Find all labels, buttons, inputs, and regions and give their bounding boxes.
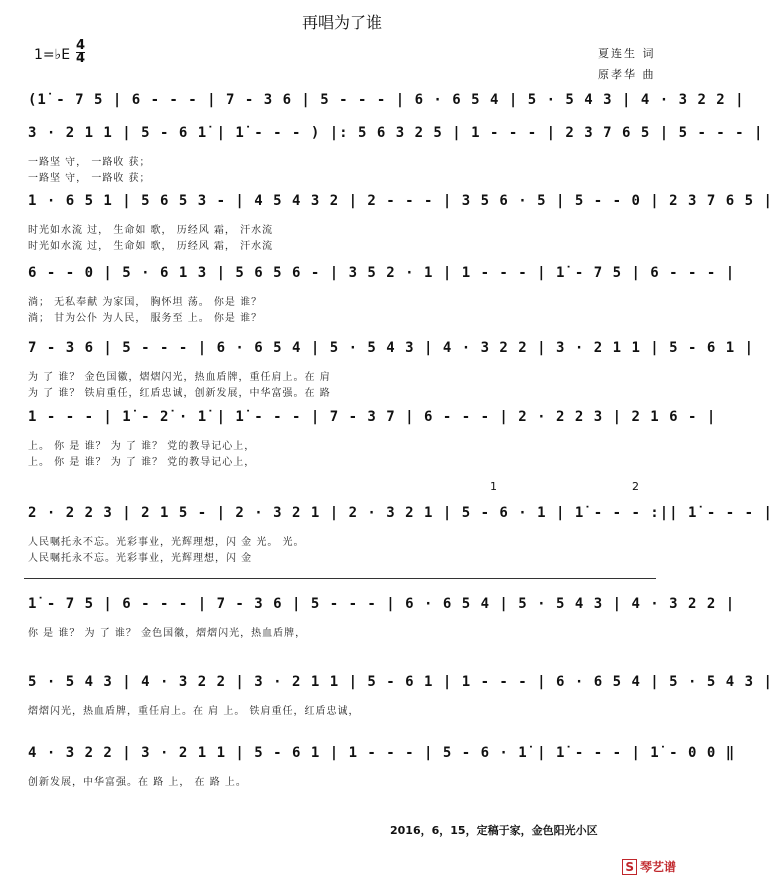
lyric-line-2-2: 一路坚 守， 一路收 获； <box>28 173 151 184</box>
lyric-line-9-1: 熠熠闪光，热血盾牌，重任肩上。在 肩 上。 铁肩重任，红盾忠诚， <box>28 706 360 717</box>
notation-line-1: (1̇ - 7 5 | 6 - - - | 7 - 3 6 | 5 - - - | 6 · 6 5 4 | 5 · 5 4 3 | 4 · 3 2 2 | <box>28 92 745 108</box>
lyric-line-7-1: 人民嘱托永不忘。光彩事业，光辉理想，闪 金 光。 光。 <box>28 537 305 548</box>
lyric-line-10-1: 创新发展，中华富强。在 路 上， 在 路 上。 <box>28 777 247 788</box>
key-signature: 1=♭E <box>34 47 71 63</box>
composer-credit: 原孝华 曲 <box>598 68 656 81</box>
notation-line-7: 2 · 2 2 3 | 2 1 5 - | 2 · 3 2 1 | 2 · 3 2 1 | 5 - 6 · 1 | 1̇ - - - :|| 1̇ - - - | <box>28 505 773 521</box>
volta-second: 2 <box>632 480 639 493</box>
lyric-line-2-1: 一路坚 守， 一路收 获； <box>28 157 151 168</box>
song-title: 再唱为了谁 <box>301 13 382 32</box>
notation-line-10: 4 · 3 2 2 | 3 · 2 1 1 | 5 - 6 1 | 1 - - - | 5 - 6 · 1̇ | 1̇ - - - | 1̇ - 0 0 ‖ <box>28 745 736 761</box>
notation-line-5: 7 - 3 6 | 5 - - - | 6 · 6 5 4 | 5 · 5 4 3 | 4 · 3 2 2 | 3 · 2 1 1 | 5 - 6 1 | <box>28 340 755 356</box>
time-signature <box>76 40 85 65</box>
lyric-line-7-2: 人民嘱托永不忘。光彩事业，光辉理想，闪 金 <box>28 553 253 564</box>
meter-bottom: 4 <box>76 51 86 66</box>
lyric-line-5-2: 为 了 谁？ 铁肩重任，红盾忠诚，创新发展，中华富强。在 路 <box>28 388 331 399</box>
notation-line-8: 1̇ - 7 5 | 6 - - - | 7 - 3 6 | 5 - - - | 6 · 6 5 4 | 5 · 5 4 3 | 4 · 3 2 2 | <box>28 596 736 612</box>
lyric-line-3-1: 时光如水流 过， 生命如 歌， 历经风 霜， 汗水流 <box>28 225 274 236</box>
section-divider <box>24 578 656 579</box>
notation-line-3: 1 · 6 5 1 | 5 6 5 3 - | 4 5 4 3 2 | 2 - - - | 3 5 6 · 5 | 5 - - 0 | 2 3 7 6 5 | <box>28 193 773 209</box>
lyric-line-6-1: 上。 你 是 谁？ 为 了 谁？ 党的教导记心上， <box>28 441 256 452</box>
notation-line-2: 3 · 2 1 1 | 5 - 6 1̇ | 1̇ - - - ) |: 5 6 3 2 5 | 1 - - - | 2 3 7 6 5 | 5 - - - | <box>28 125 764 141</box>
lyric-line-5-1: 为 了 谁？ 金色国徽，熠熠闪光，热血盾牌，重任肩上。在 肩 <box>28 372 331 383</box>
lyric-line-8-1: 你 是 谁？ 为 了 谁？ 金色国徽，熠熠闪光，热血盾牌， <box>28 628 307 639</box>
site-logo <box>622 858 676 875</box>
lyric-line-4-2: 淌； 甘为公仆 为人民， 服务至 上。 你是 谁？ <box>28 313 263 324</box>
lyricist-credit: 夏连生 词 <box>598 47 656 60</box>
lyric-line-3-2: 时光如水流 过， 生命如 歌， 历经风 霜， 汗水流 <box>28 241 274 252</box>
date-footer: 2016，6，15，定稿于家，金色阳光小区 <box>390 824 598 837</box>
meter-top: 4 <box>76 38 86 53</box>
notation-line-6: 1 - - - | 1̇ - 2̇ · 1̇ | 1̇ - - - | 7 - 3 7 | 6 - - - | 2 · 2 2 3 | 2 1 6 - | <box>28 409 717 425</box>
lyric-line-4-1: 淌； 无私奉献 为家国， 胸怀坦 荡。 你是 谁？ <box>28 297 263 308</box>
notation-line-4: 6 - - 0 | 5 · 6 1 3 | 5 6 5 6 - | 3 5 2 · 1 | 1 - - - | 1̇ - 7 5 | 6 - - - | <box>28 265 736 281</box>
volta-first: 1 <box>490 480 497 493</box>
logo-icon: S <box>622 859 637 875</box>
lyric-line-6-2: 上。 你 是 谁？ 为 了 谁？ 党的教导记心上， <box>28 457 256 468</box>
logo-text: 琴艺谱 <box>639 860 676 874</box>
notation-line-9: 5 · 5 4 3 | 4 · 3 2 2 | 3 · 2 1 1 | 5 - 6 1 | 1 - - - | 6 · 6 5 4 | 5 · 5 4 3 | <box>28 674 773 690</box>
